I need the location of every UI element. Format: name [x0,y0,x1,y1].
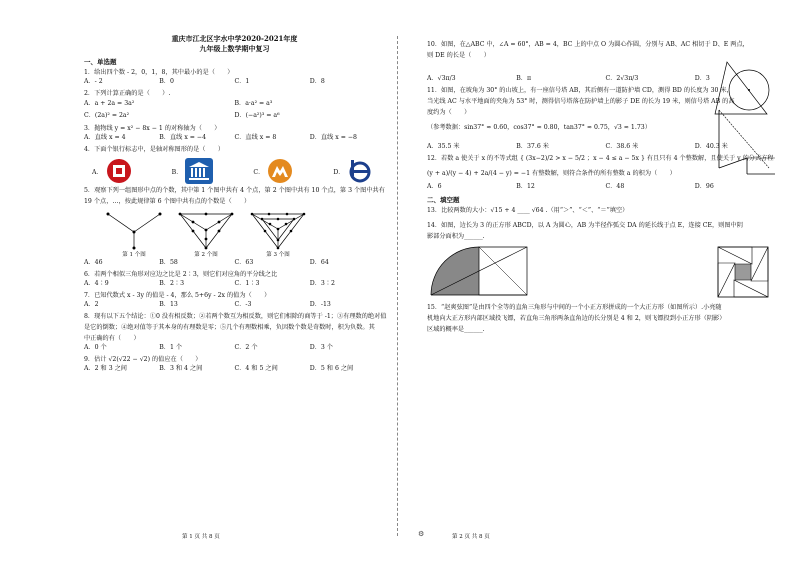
question-11-line1: 11．如图，在坡角为 30° 的山坡上，有一座信号塔 AB，其后侧有一道防护墙 CD，测得 BD 的长度为 30 米， [427,87,733,94]
option-a: A．直线 x = 4 [84,134,126,141]
option-d: D．(−a²)³ = a⁶ [234,112,280,119]
question-12-line2: (y + a)/(y − 4) + 2a/(4 − y) = −1 有整数解，则符合条件的所有整数 a 的积为（ ） [427,170,676,177]
option-a: A．0 个 [84,344,107,351]
question-11-line2: 当光线 AC 与水平地面的夹角为 53° 时，测得信号塔落在防护墙上的影子 DE 的长为 19 米，则信号塔 AB 的高 [427,98,735,105]
question-3: 3．抛物线 y = x² − 8x − 1 的对称轴为（ ） [84,125,221,132]
option-d: D．96 [694,183,714,190]
question-9-options [84,364,385,374]
option-d: D．直线 x = −8 [309,134,357,141]
option-d: D．3∶2 [309,280,335,287]
question-2: 2．下列计算正确的是（ ）. [84,90,171,97]
question-10-line2: 则 DE 的长是（ ） [427,52,490,59]
logo-option-c: C． [253,158,293,184]
question-8-line2: 是它的倒数；④绝对值等于其本身的有理数是零；⑤几个有理数相乘，负因数个数是奇数时，积为负数。其 [84,324,375,331]
triangle-dots-figure-3 [248,210,308,250]
option-c: C．63 [234,259,254,266]
question-1: 1．给出四个数 - 2，0，1，8，其中最小的是（ ） [84,69,234,76]
option-c: C．-3 [234,301,252,308]
triangle-dots-figure-1 [104,210,164,250]
triangle-dots-figure-2 [176,210,236,250]
signal-tower-figure [717,108,777,176]
square-arc-shaded-figure [427,243,537,299]
paper-title: 重庆市江北区字水中学2020-2021年度 [171,34,298,43]
question-15-line2: 机地向大正方形内部区域投飞镖，若直角三角形两条直角边的长分别是 4 和 2，则飞镖投到小正方形（阴影） [427,315,726,322]
option-a: A．a + 2a = 3a² [84,100,135,107]
question-14-line1: 14．如图，边长为 3 的正方形 ABCD，以 A 为圆心，AB 为半径作弧交 DA 的延长线于点 E，连接 CE，则图中阴 [427,222,743,229]
option-b: B．3 和 4 之间 [159,365,203,372]
logo-option-d: D． [333,158,377,184]
gear-icon: ⚙ [418,530,425,538]
option-b: B．0 [159,78,174,85]
bank-building-logo-icon [185,158,213,184]
question-13: 13．比较两数的大小：√15 + 4 ____ √64 .（用“＞”、“＜”、“＝”填空） [427,207,629,214]
option-a: A．6 [427,183,442,190]
option-c: C．38.6 米 [605,143,639,150]
option-a: A．- 2 [84,78,103,85]
page-number-right: 第 2 页 共 8 页 [452,534,490,540]
question-14-line2: 影部分面积为______. [427,233,485,240]
option-b: B．2∶3 [159,280,185,287]
question-11-reference: （参考数据：sin37° ≈ 0.60，cos37° ≈ 0.80，tan37° ≈ 0.75，√3 ≈ 1.73） [427,124,651,131]
paper-subtitle: 九年级上数学期中复习 [199,44,270,53]
question-12-line1: 12．若数 a 使关于 x 的不等式组 { (3x−2)/2 > x − 5/2 ；x − 4 ≤ a − 5x } 有且只有 4 个整数解，且使关于 y 的分式方程 [427,155,774,162]
option-d: D．64 [309,259,329,266]
option-d: D．8 [309,78,325,85]
option-d: D．5 和 6 之间 [309,365,354,372]
question-15-line3: 区域的概率是______. [427,326,485,333]
question-12-options [427,182,784,192]
question-8-options [84,343,385,353]
section-heading-choice: 一、单选题 [84,58,117,66]
question-6-options [84,279,385,289]
question-5-options [84,258,385,268]
question-8-line3: 中正确的有（ ） [84,335,140,342]
question-5-line1: 5．观察下列一组图形中点的个数，其中第 1 个图中共有 4 个点，第 2 个图中共有 10 个点，第 3 个图中共有 [84,187,385,194]
question-2-options-row1 [84,98,385,110]
question-6: 6．若两个相似三角形对应边之比是 2∶3，则它们对应角的平分线之比 [84,271,278,278]
option-b: B．37.6 米 [516,143,549,150]
option-b: B．π [516,75,532,82]
option-b: B．12 [516,183,535,190]
option-d: D．3 [694,75,710,82]
figure-1: 第 1 个图 [104,210,164,258]
option-a: A．35.5 米 [427,143,460,150]
logo-option-b: B． [172,158,214,184]
question-7-options [84,300,385,310]
figure-3: 第 3 个图 [248,210,308,258]
option-a: A．2 和 3 之间 [84,365,127,372]
bank-of-china-logo-icon [106,158,132,184]
option-c: C．2 个 [234,344,258,351]
option-a: A．√3π/3 [427,75,456,82]
question-11-line3: 度约为（ ） [427,109,471,116]
question-7: 7．已知代数式 x - 3y 的值是 - 4，那么 5+6y - 2x 的值为（ ） [84,292,271,299]
bank-logos [92,158,385,184]
page-number-left: 第 1 页 共 8 页 [182,534,220,540]
option-c: C．4 和 5 之间 [234,365,278,372]
option-c: C．1∶3 [234,280,260,287]
question-5-line2: 19 个点，…，按此规律第 6 个图中共有点的个数是（ ） [84,198,251,205]
option-d: D．40.3 米 [694,143,728,150]
right-page [397,0,794,561]
bank-m-logo-icon [267,158,293,184]
option-b: B．58 [159,259,178,266]
figure-2: 第 2 个图 [176,210,236,258]
question-8-line1: 8．现有以下五个结论：①0 没有相反数；②若两个数互为相反数，则它们相除的商等于 -1；③有理数的绝对值 [84,313,387,320]
option-b: B．13 [159,301,178,308]
option-c: C．48 [605,183,625,190]
section-heading-fill: 二、填空题 [427,196,460,204]
bank-b-logo-icon [347,158,377,184]
option-c: C．2√3π/3 [605,75,639,82]
option-d: D．-13 [309,301,331,308]
option-d: D．3 个 [309,344,333,351]
option-a: A．4∶9 [84,280,109,287]
question-1-options [84,77,385,87]
dot-pattern-figures [104,210,385,258]
option-c: C．1 [234,78,250,85]
option-a: A．46 [84,259,103,266]
zhao-shuang-string-figure [716,245,770,299]
question-10-line1: 10．如图，在△ABC 中，∠A = 60°，AB = 4，BC 上的中点 O 为圆心作圆，分别与 AB、AC 相切于 D、E 两点， [427,41,749,48]
question-2-options-row2 [84,110,385,122]
question-10-block [427,40,784,60]
question-11-block [427,86,784,132]
option-c: C．(2a)² = 2a² [84,112,130,119]
question-4: 4．下面个银行标志中，是轴对称图形的是（ ） [84,146,225,153]
question-9: 9．估计 √2(√22 − √2) 的值应在（ ） [84,356,202,363]
option-c: C．直线 x = 8 [234,134,277,141]
question-15-line1: 15．“赵爽弦图”是由四个全等的直角三角形与中间的一个小正方形拼成的一个大正方形（如图所示）.小亮随 [427,304,722,311]
option-b: B．直线 x = −4 [159,134,207,141]
question-3-options [84,133,385,143]
option-b: B．1 个 [159,344,183,351]
logo-option-a: A． [92,158,132,184]
figure-row-14-15 [427,243,784,299]
option-a: A．2 [84,301,99,308]
option-b: B．a·a² = a³ [234,100,273,107]
